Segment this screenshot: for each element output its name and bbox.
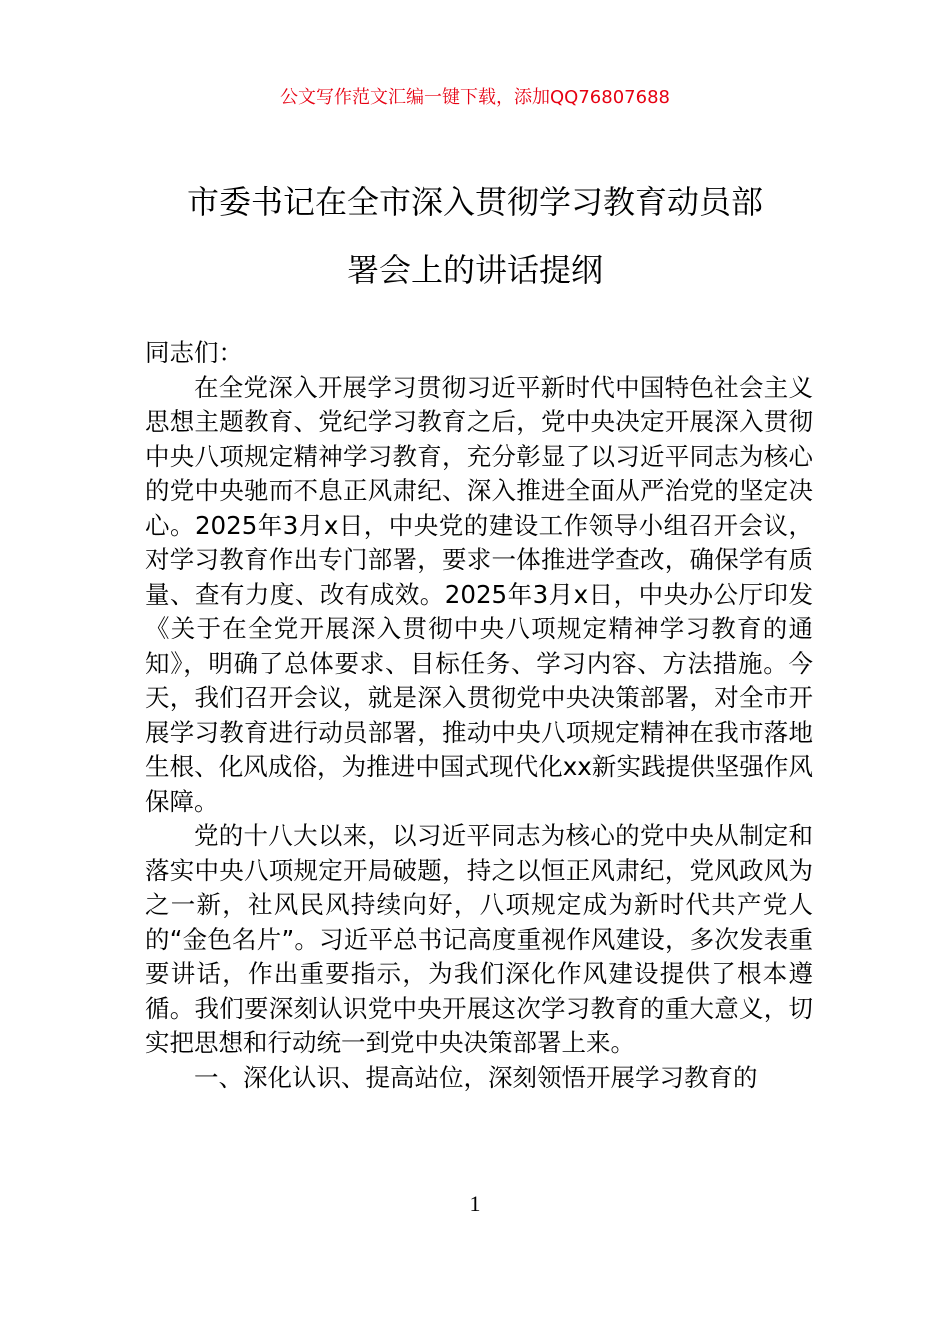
salutation: 同志们： (145, 338, 243, 367)
paragraph-2: 党的十八大以来，以习近平同志为核心的党中央从制定和落实中央八项规定开局破题，持之以恒正风肃纪，党风政风为之一新，社风民风持续向好，八项规定成为新时代共产党人的“金色名片”。习近平总书记高度重视作风建设，多次发表重要讲话，作出重要指示，为我们深化作风建设提供了根本遵循。我们要深刻认识党中央开展这次学习教育的重大意义，切实把思想和行动统一到党中央决策部署上来。 (145, 821, 813, 1057)
title-line-2: 署会上的讲话提纲 (346, 251, 603, 289)
paragraph-1: 在全党深入开展学习贯彻习近平新时代中国特色社会主义思想主题教育、党纪学习教育之后，党中央决定开展深入贯彻中央八项规定精神学习教育，充分彰显了以习近平同志为核心的党中央驰而不息正风肃纪、深入推进全面从严治党的坚定决心。2025年3月x日，中央党的建设工作领导小组召开会议，对学习教育作出专门部署，要求一体推进学查改，确保学有质量、查有力度、改有成效。2025年3月x日，中央办公厅印发《关于在全党开展深入贯彻中央八项规定精神学习教育的通知》，明确了总体要求、目标任务、学习内容、方法措施。今天，我们召开会议，就是深入贯彻党中央决策部署，对全市开展学习教育进行动员部署，推动中央八项规定精神在我市落地生根、化风成俗，为推进中国式现代化xx新实践提供坚强作风保障。 (145, 372, 813, 816)
document-body (145, 336, 813, 1095)
download-promo-note: 公文写作范文汇编一键下载，添加QQ76807688 (280, 87, 670, 108)
document-title (140, 168, 810, 304)
title-line-1: 市委书记在全市深入贯彻学习教育动员部 (186, 183, 763, 221)
section-heading-1: 一、深化认识、提高站位，深刻领悟开展学习教育的 (194, 1062, 758, 1092)
page-number: 1 (469, 1191, 481, 1216)
